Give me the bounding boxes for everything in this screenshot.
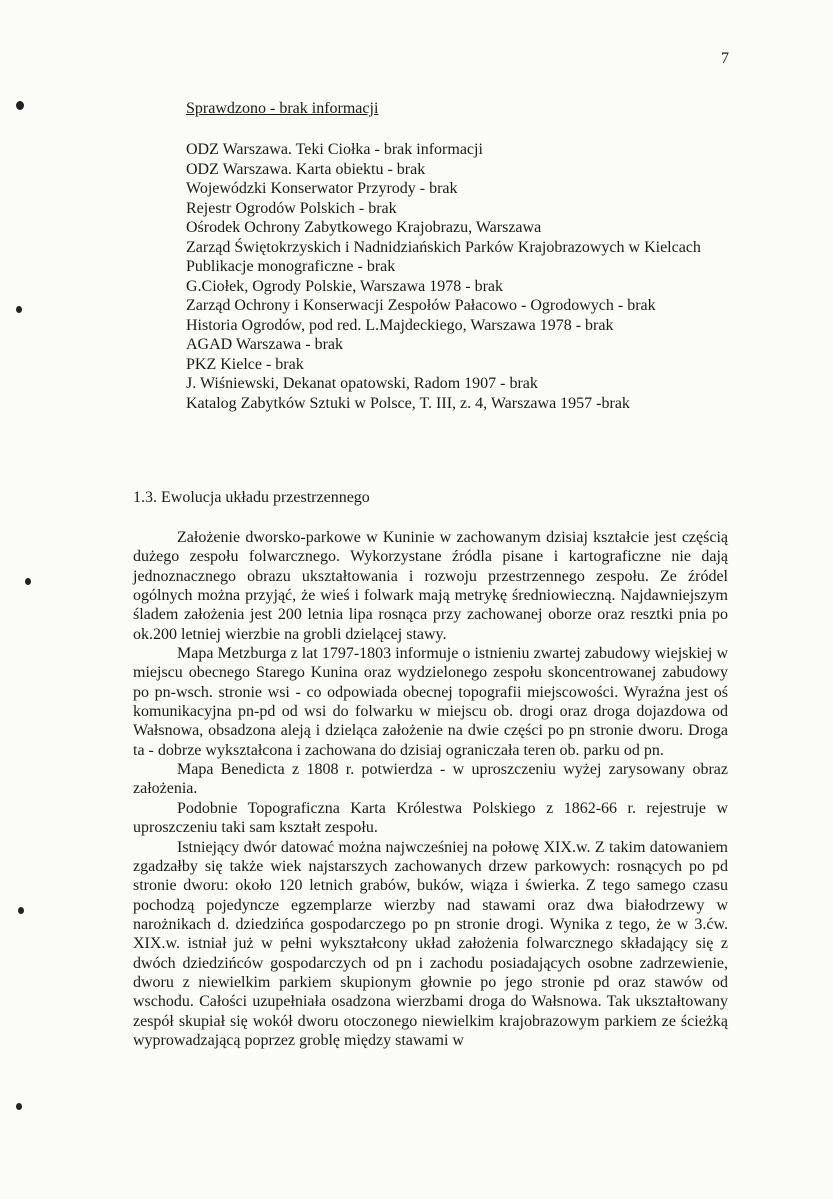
page-number: 7	[721, 50, 729, 67]
source-item: Wojewódzki Konserwator Przyrody - brak	[186, 180, 458, 197]
body-paragraph: Mapa Metzburga z lat 1797-1803 informuje o istnieniu zwartej zabudowy wiejskiej w miejscu obecnego Starego Kunina oraz wydzielonego zespołu skoncentrowanej zabudowy po pn-wsch. stronie wsi - co odpowiada obecnej topografii miejscowości. Wyraźna jest oś komunikacyjna pn-pd od wsi do folwarku w miejscu ob. drogi oraz droga dojazdowa od Wałsnowa, obsadzona aleją i dzieląca założenie na dwie części po pn stronie dworu. Droga ta - dobrze wykształcona i zachowana do dzisiaj ograniczała teren ob. parku od pn.	[133, 645, 728, 759]
source-item: Rejestr Ogrodów Polskich - brak	[186, 199, 397, 217]
binding-hole	[25, 578, 31, 585]
binding-hole	[18, 907, 24, 914]
source-item: Ośrodek Ochrony Zabytkowego Krajobrazu, Warszawa	[186, 219, 542, 236]
section-body	[133, 528, 728, 1050]
body-paragraph: Podobnie Topograficzna Karta Królestwa Polskiego z 1862-66 r. rejestruje w uproszczeniu taki sam kształt zespołu.	[133, 799, 728, 837]
source-item: ODZ Warszawa. Teki Ciołka - brak informacji	[186, 141, 483, 158]
binding-hole	[16, 306, 22, 313]
source-item: Publikacje monograficzne - brak	[186, 258, 396, 275]
source-item: J. Wiśniewski, Dekanat opatowski, Radom 1907 - brak	[186, 375, 538, 392]
body-paragraph: Istniejący dwór datować można najwcześniej na połowę XIX.w. Z takim datowaniem zgadzałby się także wiek najstarszych zachowanych drzew parkowych: rosnących po pd stronie dworu: około 120 letnich grabów, buków, wiąza i świerka. Z tego samego czasu pochodzą pojedyncze egzemplarze wierzby nad stawami oraz dwa białodrzewy w narożnikach d. dziedzińca gospodarczego po pn stronie drogi. Wynika z tego, że w 3.ćw. XIX.w. istniał już w pełni wykształcony układ założenia folwarcznego składający się z dwóch dziedzińców gospodarczych od pn i zachodu posiadających osobne zadrzewienie, dworu z niewielkim parkiem skupionym głownie po jego stronie pd oraz stawów od wschodu. Całości uzupełniała osadzona wierzbami droga do Wałsnowa. Tak ukształtowany zespół skupiał się wokół dworu otoczonego niewielkim krajobrazowym parkiem ze ścieżką wyprowadzającą poprzez groblę między stawami w	[133, 838, 728, 1049]
body-paragraph: Mapa Benedicta z 1808 r. potwierdza - w uproszczeniu wyżej zarysowany obraz założenia.	[133, 761, 728, 798]
source-item: AGAD Warszawa - brak	[186, 336, 344, 353]
source-item: ODZ Warszawa. Karta obiektu - brak	[186, 160, 426, 178]
section-heading: 1.3. Ewolucja układu przestrzennego	[133, 489, 370, 506]
checked-sources-heading: Sprawdzono - brak informacji	[186, 100, 379, 117]
source-item: Zarząd Świętokrzyskich i Nadnidziańskich Parków Krajobrazowych w Kielcach	[186, 238, 701, 256]
source-item: PKZ Kielce - brak	[186, 355, 304, 373]
source-item: Zarząd Ochrony i Konserwacji Zespołów Pałacowo - Ogrodowych - brak	[186, 297, 656, 314]
source-item: G.Ciołek, Ogrody Polskie, Warszawa 1978 - brak	[186, 277, 504, 295]
binding-hole	[16, 101, 24, 110]
body-paragraph: Założenie dworsko-parkowe w Kuninie w zachowanym dzisiaj kształcie jest częścią dużego zespołu folwarcznego. Wykorzystane źródla pisane i kartograficzne nie dają jednoznacznego obrazu ukształtowania i rozwoju przestrzennego zespołu. Ze źródel ogólnych można przyjąć, że wieś i folwark mają metrykę średniowieczną. Najdawniejszym śladem założenia jest 200 letnia lipa rosnąca przy zachowanej oborze oraz resztki pnia po ok.200 letniej wierzbie na grobli dzielącej stawy.	[133, 529, 728, 643]
source-item: Katalog Zabytków Sztuki w Polsce, T. III, z. 4, Warszawa 1957 -brak	[186, 394, 630, 412]
binding-hole	[16, 1103, 22, 1110]
checked-sources-list	[186, 140, 701, 413]
source-item: Historia Ogrodów, pod red. L.Majdeckiego, Warszawa 1978 - brak	[186, 316, 614, 334]
